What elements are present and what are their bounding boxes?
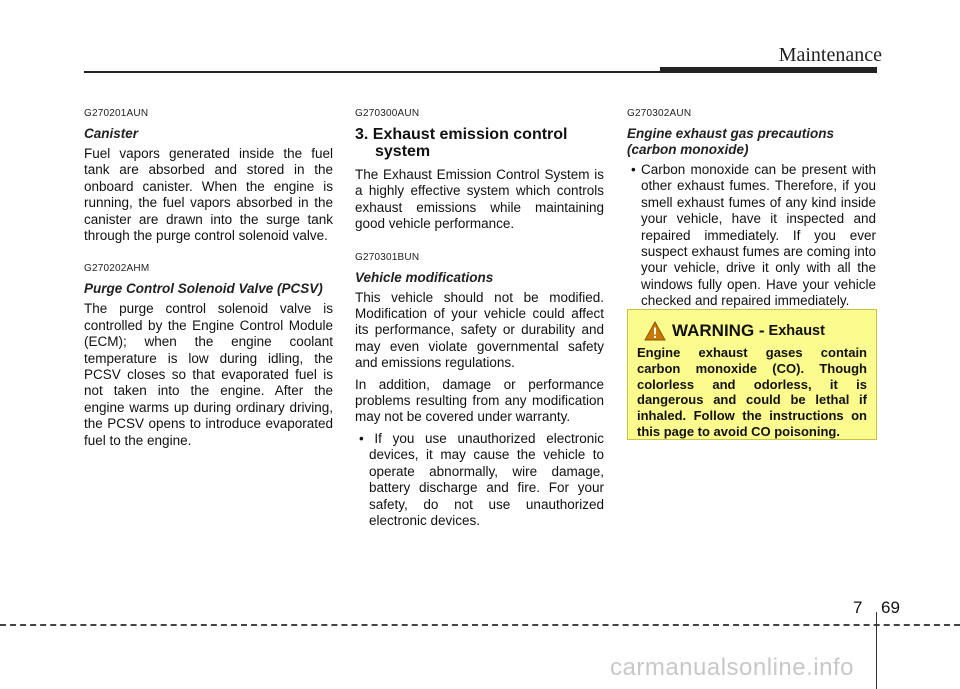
watermark: carmanualsonline.info — [610, 654, 854, 681]
warning-header — [644, 320, 867, 342]
section-code: G270301BUN — [355, 251, 420, 263]
subheading-vehicle-modifications: Vehicle modifications — [355, 269, 494, 285]
column-3 — [627, 108, 876, 310]
subheading-exhaust-precautions: Engine exhaust gas precautions (carbon monoxide) — [627, 126, 835, 157]
chapter-number: 7 — [853, 598, 863, 617]
paragraph-exhaust-system: The Exhaust Emission Control System is a highly effective system which controls exhaust emissions while maintaining good vehicle performance. — [355, 167, 604, 232]
subheading-pcsv: Purge Control Solenoid Valve (PCSV) — [84, 281, 323, 297]
warning-label: WARNING - — [672, 321, 765, 340]
page-number: 69 — [881, 598, 900, 617]
warning-text: Engine exhaust gases contain carbon monoxide (CO). Though colorless and odorless, it is dangerous and could be lethal if inhaled. Follow the instructions on this page to avoid CO poisoning. — [637, 345, 867, 439]
header-rule-accent — [660, 67, 877, 73]
section-code: G270201AUN — [84, 108, 149, 119]
paragraph-modifications: This vehicle should not be modified. Modification of your vehicle could affect its performance, safety or durability and may even violate governmental safety and emissions regulations. — [355, 289, 604, 371]
bullet-electronic-devices: • If you use unauthorized electronic devices, it may cause the vehicle to operate abnormally, wire damage, battery discharge and fire. For your safety, do not use unauthorized electronic devices. — [359, 430, 604, 528]
section-code: G270202AHM — [84, 263, 150, 275]
subheading-canister: Canister — [84, 126, 139, 141]
footer-rule — [0, 624, 960, 626]
paragraph-canister: Fuel vapors generated inside the fuel tank are absorbed and stored in the onboard canister. When the engine is running, the fuel vapors absorbed in the canister are drawn into the surge tank through the purge control solenoid valve. — [84, 146, 333, 244]
footer-divider — [876, 612, 877, 689]
section-title: Maintenance — [778, 44, 882, 66]
warning-box — [627, 309, 877, 440]
paragraph-pcsv: The purge control solenoid valve is controlled by the Engine Control Module (ECM); when the engine coolant temperature is low during idling, the PCSV closes so that evaporated fuel is not taken into the engine. After the engine warms up during ordinary driving, the PCSV opens to introduce evaporated fuel to the engine. — [84, 301, 333, 448]
column-1 — [84, 108, 333, 454]
section-code: G270302AUN — [627, 108, 692, 119]
warning-topic: Exhaust — [768, 323, 825, 339]
column-2 — [355, 108, 604, 529]
section-code: G270300AUN — [355, 108, 420, 119]
paragraph-warranty: In addition, damage or performance problems resulting from any modification may not be covered under warranty. — [355, 376, 604, 425]
heading-exhaust-emission: 3. Exhaust emission control system — [355, 126, 568, 160]
bullet-carbon-monoxide: • Carbon monoxide can be present with other exhaust fumes. Therefore, if you smell exhaust fumes of any kind inside your vehicle, have it inspected and repaired immediately. If you ever suspect exhaust fumes are coming into your vehicle, drive it only with all the windows fully open. Have your vehicle checked and repaired immediately. — [631, 162, 876, 309]
warning-triangle-icon — [644, 321, 666, 341]
